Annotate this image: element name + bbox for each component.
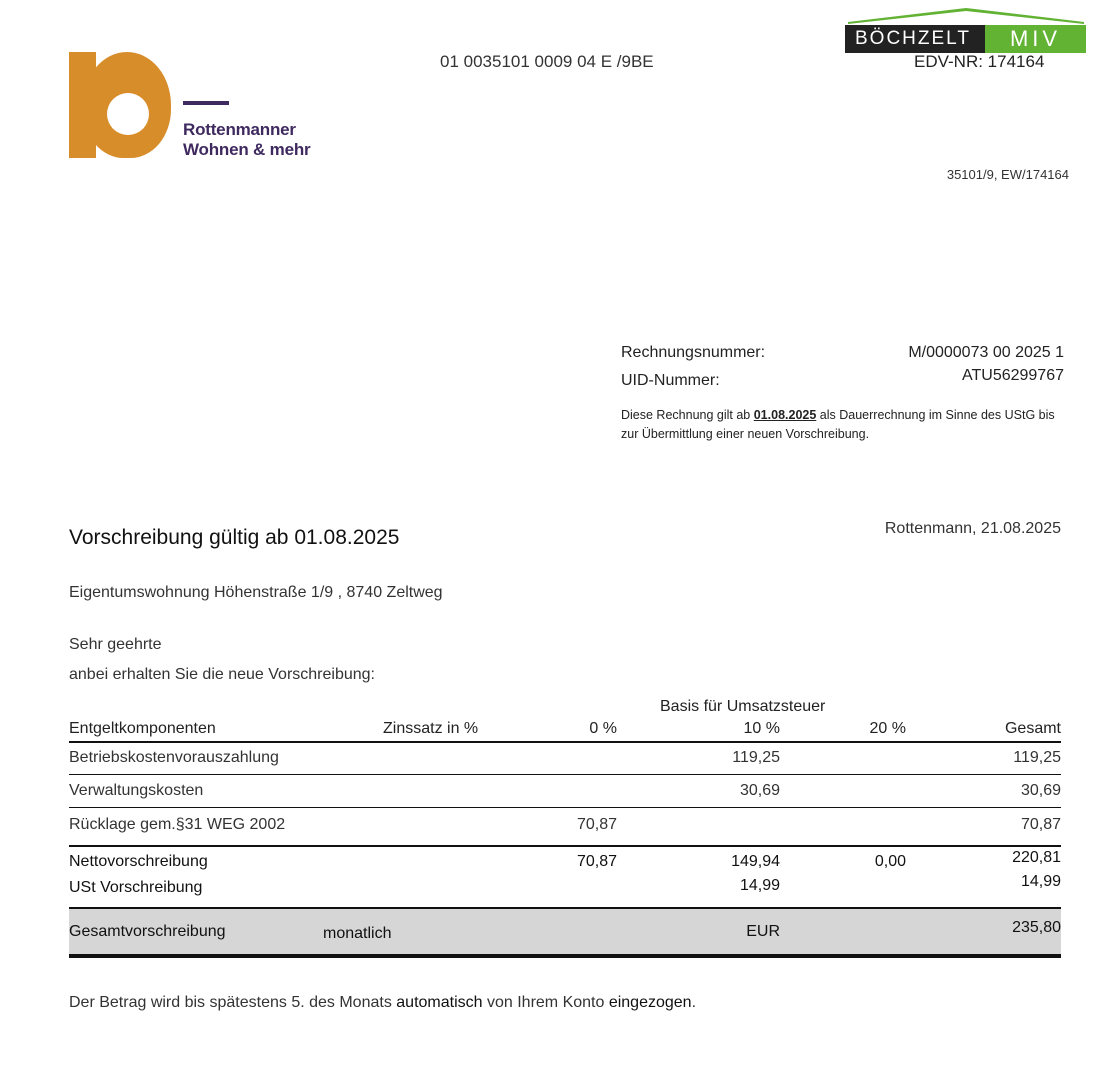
logo-bar [183, 101, 229, 105]
grand-total-name: Gesamtvorschreibung [69, 923, 226, 940]
netto-name: Nettovorschreibung [69, 853, 208, 870]
edv-number: EDV-NR: 174164 [914, 52, 1045, 71]
invoice-validity-note: Diese Rechnung gilt ab 01.08.2025 als Dauerrechnung im Sinne des UStG bis zur Übermittlung einer neuen Vorschreibung. [621, 408, 1055, 441]
grand-total-period: monatlich [323, 925, 392, 942]
brand-name: BÖCHZELT [845, 25, 985, 53]
document-code: 01 0035101 0009 04 E /9BE [440, 52, 654, 71]
table-bottom-rule [69, 954, 1061, 958]
header-vat-0: 0 % [589, 720, 617, 737]
row-2-name: Verwaltungskosten [69, 782, 204, 799]
invoice-number-label: Rechnungsnummer: [621, 344, 766, 361]
netto-total: 220,81 [1012, 849, 1061, 866]
intro-text: anbei erhalten Sie die neue Vorschreibung: [69, 666, 375, 683]
header-vat-10: 10 % [743, 720, 780, 737]
brand-suffix: MIV [985, 25, 1086, 53]
header-interest: Zinssatz in % [383, 720, 479, 737]
salutation: Sehr geehrte [69, 636, 162, 653]
row-2-total: 30,69 [1020, 782, 1061, 799]
header-component: Entgeltkomponenten [69, 720, 216, 737]
header-total: Gesamt [1004, 720, 1061, 737]
row-divider [69, 845, 1061, 847]
row-1-total: 119,25 [1013, 749, 1061, 766]
validity-date: 01.08.2025 [753, 408, 817, 422]
ust-vat-10: 14,99 [739, 877, 780, 894]
ust-name: USt Vorschreibung [69, 879, 203, 896]
place-date: Rottenmann, 21.08.2025 [884, 520, 1061, 537]
row-3-vat-0: 70,87 [576, 816, 617, 833]
row-2-vat-10: 30,69 [739, 782, 780, 799]
company-logo-text [183, 120, 310, 160]
row-1-name: Betriebskostenvorauszahlung [69, 749, 279, 766]
netto-vat-0: 70,87 [576, 853, 617, 870]
uid-label: UID-Nummer: [621, 372, 720, 389]
property-address: Eigentumswohnung Höhenstraße 1/9 , 8740 Zeltweg [69, 584, 443, 601]
row-1-vat-10: 119,25 [732, 749, 780, 766]
grand-total-currency: EUR [746, 923, 780, 940]
row-3-name: Rücklage gem.§31 WEG 2002 [69, 816, 286, 833]
netto-vat-10: 149,94 [731, 853, 780, 870]
row-divider [69, 807, 1061, 808]
grand-total-value: 235,80 [1012, 919, 1061, 936]
logo-mark-hole [107, 93, 149, 135]
logo-line-1: Rottenmanner [183, 120, 296, 139]
page-title: Vorschreibung gültig ab 01.08.2025 [69, 526, 400, 549]
netto-vat-20: 0,00 [874, 853, 906, 870]
payment-note: Der Betrag wird bis spätestens 5. des Monats automatisch von Ihrem Konto eingezogen. [69, 994, 697, 1011]
invoice-number-value: M/0000073 00 2025 1 [908, 344, 1064, 361]
header-vat-20: 20 % [869, 720, 906, 737]
ust-total: 14,99 [1020, 873, 1061, 890]
row-3-total: 70,87 [1020, 816, 1061, 833]
row-divider [69, 774, 1061, 775]
table-header-divider [69, 741, 1061, 743]
reference-code: 35101/9, EW/174164 [946, 167, 1069, 182]
logo-line-2: Wohnen & mehr [183, 140, 311, 159]
uid-value: ATU56299767 [962, 367, 1064, 384]
brand-roof-icon [848, 6, 1084, 24]
vat-basis-label: Basis für Umsatzsteuer [660, 698, 826, 715]
